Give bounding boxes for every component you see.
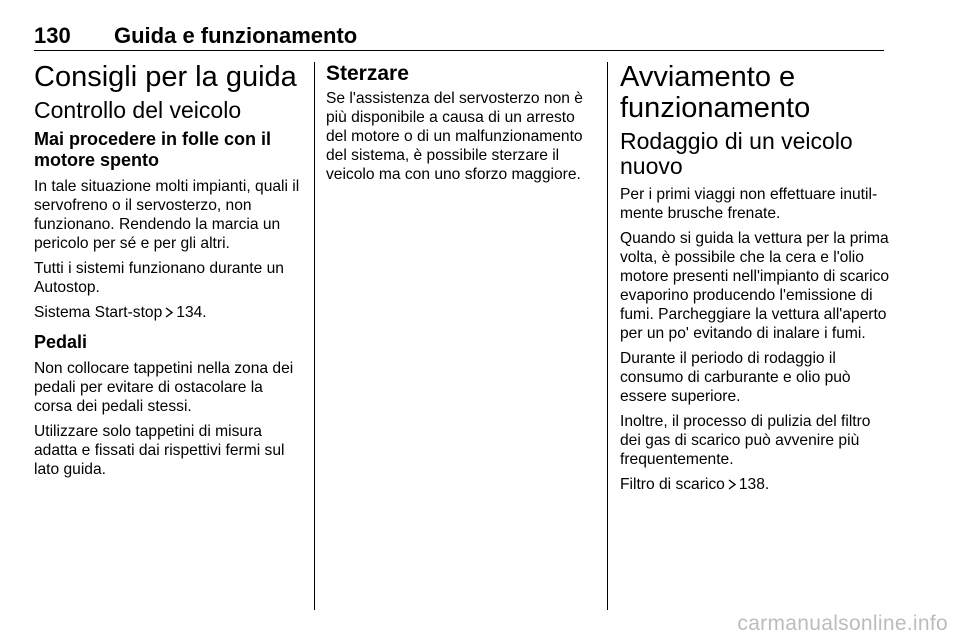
section-heading: Consigli per la guida	[34, 61, 297, 93]
cross-reference-page: 138.	[738, 476, 770, 493]
paragraph: Non collocare tappetini nella zona dei pedali per evitare di ostacolare la corsa dei pedali stessi.	[34, 360, 294, 415]
cross-reference-text: Filtro di scarico	[620, 476, 725, 493]
watermark: carmanualsonline.info	[737, 612, 948, 635]
reference-arrow-icon	[165, 307, 173, 318]
topic-heading: Sterzare	[326, 62, 409, 85]
topic-heading: Mai procedere in folle con il motore spento	[34, 129, 272, 170]
paragraph: Tutti i sistemi funzionano durante un Autostop.	[34, 260, 284, 296]
paragraph: Inoltre, il processo di pulizia del filtro dei gas di scarico può avvenire più frequentemente.	[620, 413, 871, 468]
subsection-heading: Controllo del veicolo	[34, 97, 242, 123]
page-header	[34, 22, 884, 51]
chapter-title: Guida e funzionamento	[114, 23, 358, 48]
column-1	[34, 62, 302, 485]
column-3	[620, 62, 890, 500]
column-2	[326, 62, 594, 190]
cross-reference[interactable]	[34, 303, 302, 322]
cross-reference-page: 134.	[176, 304, 207, 321]
section-heading: Avviamento e funzionamento	[620, 61, 811, 124]
cross-reference-text: Sistema Start-stop	[34, 304, 163, 321]
paragraph: Se l'assistenza del servosterzo non è più disponibile a causa di un arresto del motore o di un malfunzionamento del sistema, è possibile sterzare il veicolo ma con uno sforzo maggiore.	[326, 90, 583, 183]
paragraph: Durante il periodo di rodaggio il consumo di carburante e olio può essere superiore.	[620, 350, 851, 405]
reference-arrow-icon	[728, 479, 736, 490]
paragraph: Utilizzare solo tappetini di misura adatta e fissati dai rispettivi fermi sul lato guida.	[34, 423, 285, 478]
cross-reference[interactable]	[620, 475, 890, 494]
column-divider	[607, 62, 608, 610]
column-divider	[314, 62, 315, 610]
paragraph: Per i primi viaggi non effettuare inutilmente brusche frenate.	[620, 186, 878, 222]
topic-heading: Pedali	[34, 332, 88, 352]
paragraph: Quando si guida la vettura per la prima volta, è possibile che la cera e l'olio motore presenti nell'impianto di scarico evaporino producendo l'emissione di fumi. Parcheggiare la vettura all'aperto per un po' evitando di inalare i fumi.	[620, 230, 890, 342]
page-number: 130	[34, 23, 71, 48]
subsection-heading: Rodaggio di un veicolo nuovo	[620, 128, 853, 179]
paragraph: In tale situazione molti impianti, quali il servofreno o il servosterzo, non funzionano. Rendendo la marcia un pericolo per sé e per gli altri.	[34, 178, 300, 252]
